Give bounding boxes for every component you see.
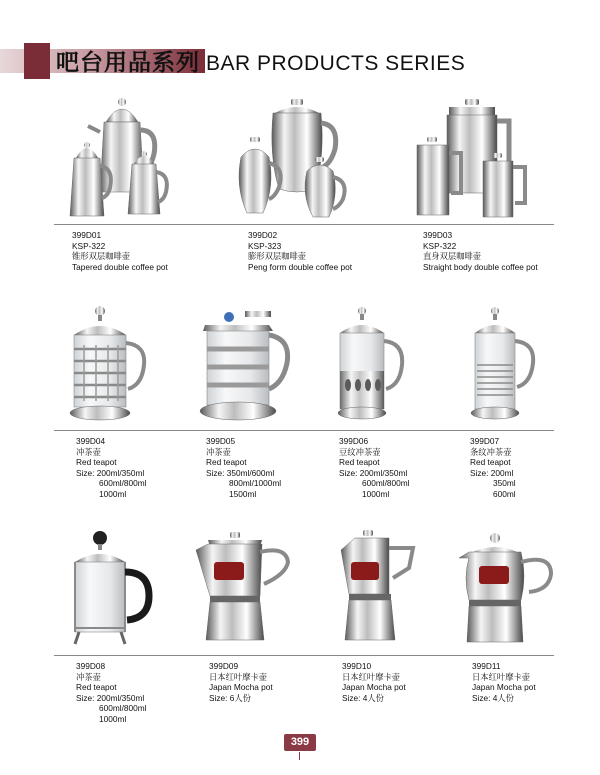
product-name-en: Tapered double coffee pot <box>72 261 168 272</box>
product-name-en: Japan Mocha pot <box>342 682 406 692</box>
product-size: 1500ml <box>229 488 257 499</box>
product-size <box>76 468 147 479</box>
size-label: Size: <box>209 692 228 703</box>
product-code: 399D05 <box>206 436 236 446</box>
product-code: 399D08 <box>76 661 106 671</box>
size-label: Size: <box>76 692 95 703</box>
size-label: Size: <box>76 467 95 478</box>
product-code: 399D09 <box>209 661 239 671</box>
product-size: 600ml/800ml <box>362 478 410 488</box>
product-name-en: Japan Mocha pot <box>472 682 536 692</box>
teapot-399D06-image <box>330 305 420 425</box>
product-caption-399D02 <box>248 230 352 272</box>
product-caption-399D09 <box>209 661 273 703</box>
product-size <box>342 693 406 704</box>
product-code: 399D02 <box>248 230 278 240</box>
mocha-pot-399D10-image <box>333 528 438 648</box>
product-size: 600ml/800ml <box>99 478 147 488</box>
product-name-cn: 豆纹冲茶壶 <box>339 446 381 457</box>
product-name-cn: 冲茶壶 <box>76 446 101 457</box>
page-title-cn: 吧台用品系列 <box>56 50 200 76</box>
size-value: 200ml/350ml <box>359 467 408 478</box>
product-name-en: Red teapot <box>470 457 511 467</box>
product-model: KSP-322 <box>423 240 457 251</box>
product-name-en: Japan Mocha pot <box>209 682 273 692</box>
product-code: 399D01 <box>72 230 102 240</box>
product-caption-399D05 <box>206 436 281 499</box>
product-size: 600ml/800ml <box>99 703 147 713</box>
product-code: 399D06 <box>339 436 369 446</box>
product-name-cn: 日本红叶摩卡壶 <box>209 671 268 682</box>
product-name-en: Red teapot <box>339 457 380 467</box>
straight-body-coffee-pot-image <box>413 97 538 222</box>
product-name-en: Straight body double coffee pot <box>423 261 538 272</box>
product-name-cn: 直身双层咖啡壶 <box>423 251 482 261</box>
product-size <box>472 693 536 704</box>
header-accent-block <box>24 43 50 79</box>
size-label: Size: <box>472 692 491 703</box>
product-size: 800ml/1000ml <box>229 478 282 488</box>
product-code: 399D11 <box>472 661 501 671</box>
size-value: 200ml/350ml <box>96 692 145 703</box>
product-size: 1000ml <box>99 488 127 499</box>
product-code: 399D03 <box>423 230 453 240</box>
size-value: 200ml <box>490 467 514 478</box>
teapot-399D05-image <box>195 305 295 425</box>
section-divider <box>54 655 554 656</box>
product-size <box>209 693 273 704</box>
pot-small-right <box>483 153 525 217</box>
product-size: 1000ml <box>99 713 127 724</box>
product-name-cn: 日本红叶摩卡壶 <box>472 671 531 682</box>
product-size: 350ml <box>493 478 516 488</box>
product-caption-399D10 <box>342 661 406 703</box>
product-name-en: Red teapot <box>76 457 117 467</box>
product-size <box>470 468 516 479</box>
size-label: Size: <box>206 467 225 478</box>
product-name-en: Red teapot <box>76 682 117 692</box>
section-divider <box>54 430 554 431</box>
size-value: 6人份 <box>229 692 251 703</box>
product-size <box>206 468 281 479</box>
product-size <box>76 693 147 704</box>
product-name-en: Red teapot <box>206 457 247 467</box>
page-title <box>56 44 465 77</box>
peng-form-coffee-pot-image <box>235 97 360 222</box>
product-caption-399D03 <box>423 230 538 272</box>
product-code: 399D10 <box>342 661 372 671</box>
teapot-399D07-image <box>465 305 550 425</box>
mocha-pot-399D11-image <box>455 528 565 648</box>
mocha-pot-399D09-image <box>190 528 295 648</box>
product-code: 399D07 <box>470 436 500 446</box>
product-model: KSP-322 <box>72 240 106 251</box>
product-caption-399D04 <box>76 436 147 499</box>
product-size <box>339 468 410 479</box>
size-value: 4人份 <box>362 692 384 703</box>
size-value: 200ml/350ml <box>96 467 145 478</box>
product-size: 1000ml <box>362 488 390 499</box>
product-caption-399D06 <box>339 436 410 499</box>
size-label: Size: <box>342 692 361 703</box>
teapot-399D04-image <box>60 305 155 425</box>
product-name-cn: 锥形双层咖啡壶 <box>72 251 131 261</box>
product-code: 399D04 <box>76 436 106 446</box>
product-caption-399D08 <box>76 661 147 724</box>
page-number: 399 <box>284 734 316 751</box>
tapered-coffee-pot-image <box>62 92 177 222</box>
product-name-cn: 冲茶壶 <box>206 446 231 457</box>
page-number-tick <box>299 752 300 760</box>
product-model: KSP-323 <box>248 240 282 251</box>
size-label: Size: <box>339 467 358 478</box>
product-name-cn: 日本红叶摩卡壶 <box>342 671 401 682</box>
product-caption-399D11 <box>472 661 536 703</box>
product-size: 600ml <box>493 488 516 499</box>
page-title-en: BAR PRODUCTS SERIES <box>206 52 466 75</box>
product-name-en: Peng form double coffee pot <box>248 261 353 272</box>
size-value: 4人份 <box>492 692 514 703</box>
size-value: 350ml/600ml <box>226 467 275 478</box>
teapot-399D08-image <box>65 528 160 648</box>
size-label: Size: <box>470 467 489 478</box>
product-name-cn: 条纹冲茶壶 <box>470 446 512 457</box>
product-caption-399D01 <box>72 230 168 272</box>
section-divider <box>54 224 554 225</box>
product-caption-399D07 <box>470 436 516 499</box>
product-name-cn: 膨形双层咖啡壶 <box>248 251 307 261</box>
product-name-cn: 冲茶壶 <box>76 671 101 682</box>
